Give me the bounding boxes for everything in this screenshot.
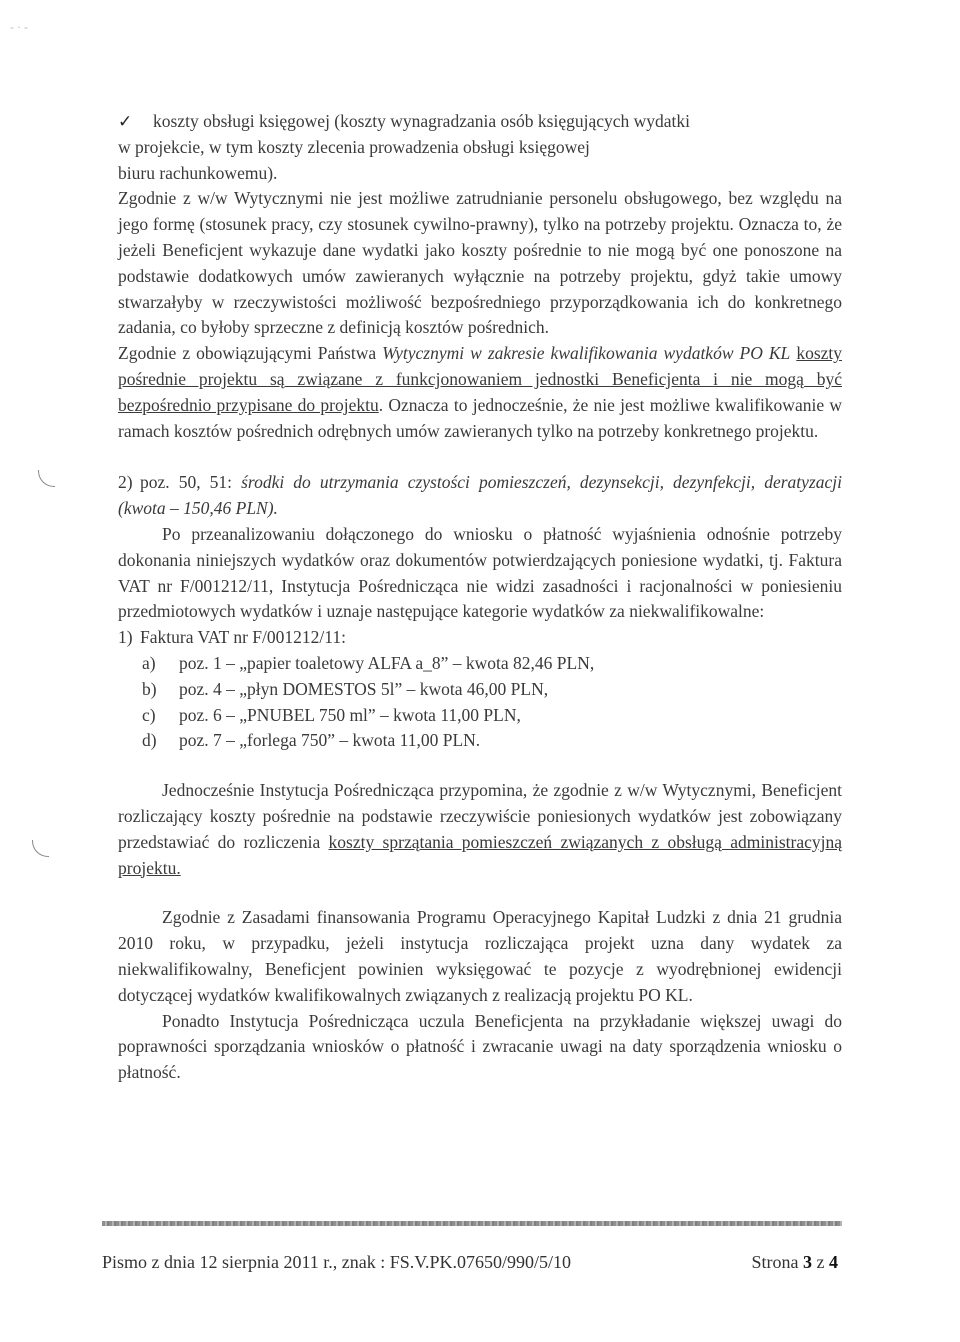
list-item: b) poz. 4 – „płyn DOMESTOS 5l” – kwota 46,00 PLN, — [142, 678, 549, 699]
bullet-line-2: w projekcie, w tym koszty zlecenia prowadzenia obsługi księgowej — [118, 136, 590, 157]
invoice-heading: 1) Faktura VAT nr F/001212/11: — [118, 625, 842, 651]
footer-divider — [102, 1221, 842, 1226]
list-item: c) poz. 6 – „PNUBEL 750 ml” – kwota 11,00 PLN, — [142, 704, 521, 725]
section-number: 2) — [118, 472, 133, 493]
punch-hole-mark — [38, 470, 55, 487]
list-item: a) poz. 1 – „papier toaletowy ALFA a_8” – kwota 82,46 PLN, — [142, 652, 595, 673]
paragraph-analysis: Po przeanalizowaniu dołączonego do wniosku o płatność wyjaśnienia odnośnie potrzeby dokonania niniejszych wydatków oraz dokumentów potwierdzających poniesione wydatki, tj. Faktura VAT nr F/001212/11, Instytucja Pośrednicząca nie widzi zasadności i racjonalności w poniesieniu przedmiotowych wydatków i uznaje następujące kategorie wydatków za niekwalifikowalne: — [118, 523, 842, 622]
section-2-title: środki do utrzymania czystości pomieszczeń, dezynsekcji, dezynfekcji, deratyzacji (kwota – 150,46 PLN). — [118, 472, 842, 519]
letter-reference: Pismo z dnia 12 sierpnia 2011 r., znak : FS.V.PK.07650/990/5/10 — [102, 1252, 572, 1272]
bullet-line-1: koszty obsługi księgowej (koszty wynagradzania osób księgujących wydatki — [153, 111, 691, 131]
scan-speck: - · - — [10, 20, 28, 34]
punch-hole-mark — [32, 840, 49, 857]
ineligible-items-list — [118, 651, 842, 754]
invoice-number-label: 1) — [118, 627, 133, 648]
paragraph-financing-rules: Zgodnie z Zasadami finansowania Programu Operacyjnego Kapitał Ludzki z dnia 21 grudnia 2010 roku, w przypadku, jeżeli instytucja rozliczająca projekt uzna dany wydatek za niekwalifikowalny, Beneficjent powinien wyksięgować te pozycje z wyodrębnionej ewidencji dotyczącej wydatków kwalifikowalnych związanych z realizacją projektu PO KL. — [118, 907, 842, 1005]
underlined-cleaning-costs: koszty sprzątania pomieszczeń związanych z obsługą administracyjną projektu. — [118, 831, 842, 878]
bullet-item — [118, 109, 842, 135]
paragraph-caution: Ponadto Instytucja Pośrednicząca uczula Beneficjenta na przykładanie większej uwagi do poprawności sporządzania wniosków o płatność i zwracanie uwagi na daty sporządzenia wniosku o płatność. — [118, 1010, 842, 1083]
total-pages: 4 — [829, 1252, 838, 1272]
bullet-line-3: biuru rachunkowemu). — [118, 162, 278, 183]
document-body — [118, 109, 842, 1086]
checkmark-icon: ✓ — [118, 112, 133, 131]
page-number: Strona 3 z 4 — [751, 1252, 838, 1272]
list-item: d) poz. 7 – „forlega 750” – kwota 11,00 PLN. — [142, 730, 481, 751]
section-2-heading: 2) poz. 50, 51: środki do utrzymania czystości pomieszczeń, dezynsekcji, dezynfekcji, deratyzacji (kwota – 150,46 PLN). — [118, 472, 842, 519]
paragraph-reminder: Jednocześnie Instytucja Pośrednicząca przypomina, że zgodnie z w/w Wytycznymi, Beneficjent rozliczający koszty pośrednie na podstawie rzeczywiście poniesionych wydatków jest zobowiązany przedstawiać do rozliczenia koszty sprzątania pomieszczeń związanych z obsługą administracyjną projektu. — [118, 780, 842, 878]
underlined-indirect-costs: koszty pośrednie projektu są związane z funkcjonowaniem jednostki Beneficjenta i nie mogą być bezpośrednio przypisane do projektu — [118, 343, 843, 415]
guidelines-title: Wytycznymi w zakresie kwalifikowania wydatków PO KL — [382, 343, 791, 364]
current-page: 3 — [803, 1252, 812, 1272]
paragraph-guidelines: Zgodnie z obowiązującymi Państwa Wytycznymi w zakresie kwalifikowania wydatków PO KL koszty pośrednie projektu są związane z funkcjonowaniem jednostki Beneficjenta i nie mogą być bezpośrednio przypisane do projektu. Oznacza to jednocześnie, że nie jest możliwe kwalifikowanie w ramach kosztów pośrednich odrębnych umów zawieranych tylko na potrzeby konkretnego projektu. — [118, 343, 843, 441]
paragraph-personnel: Zgodnie z w/w Wytycznymi nie jest możliwe zatrudnianie personelu obsługowego, bez względu na jego formę (stosunek pracy, czy stosunek cywilno-prawny), tylko na potrzeby projektu. Oznacza to, że jeżeli Beneficjent wykazuje dane wydatki jako koszty pośrednie to nie mogą być one ponoszone na podstawie dodatkowych umów zawieranych wyłącznie na potrzeby projektu, gdyż takie umowy stwarzałyby w rzeczywistości możliwość bezpośredniego przyporządkowania ich do konkretnego zadania, co byłoby sprzeczne z definicją kosztów pośrednich. — [118, 188, 842, 338]
